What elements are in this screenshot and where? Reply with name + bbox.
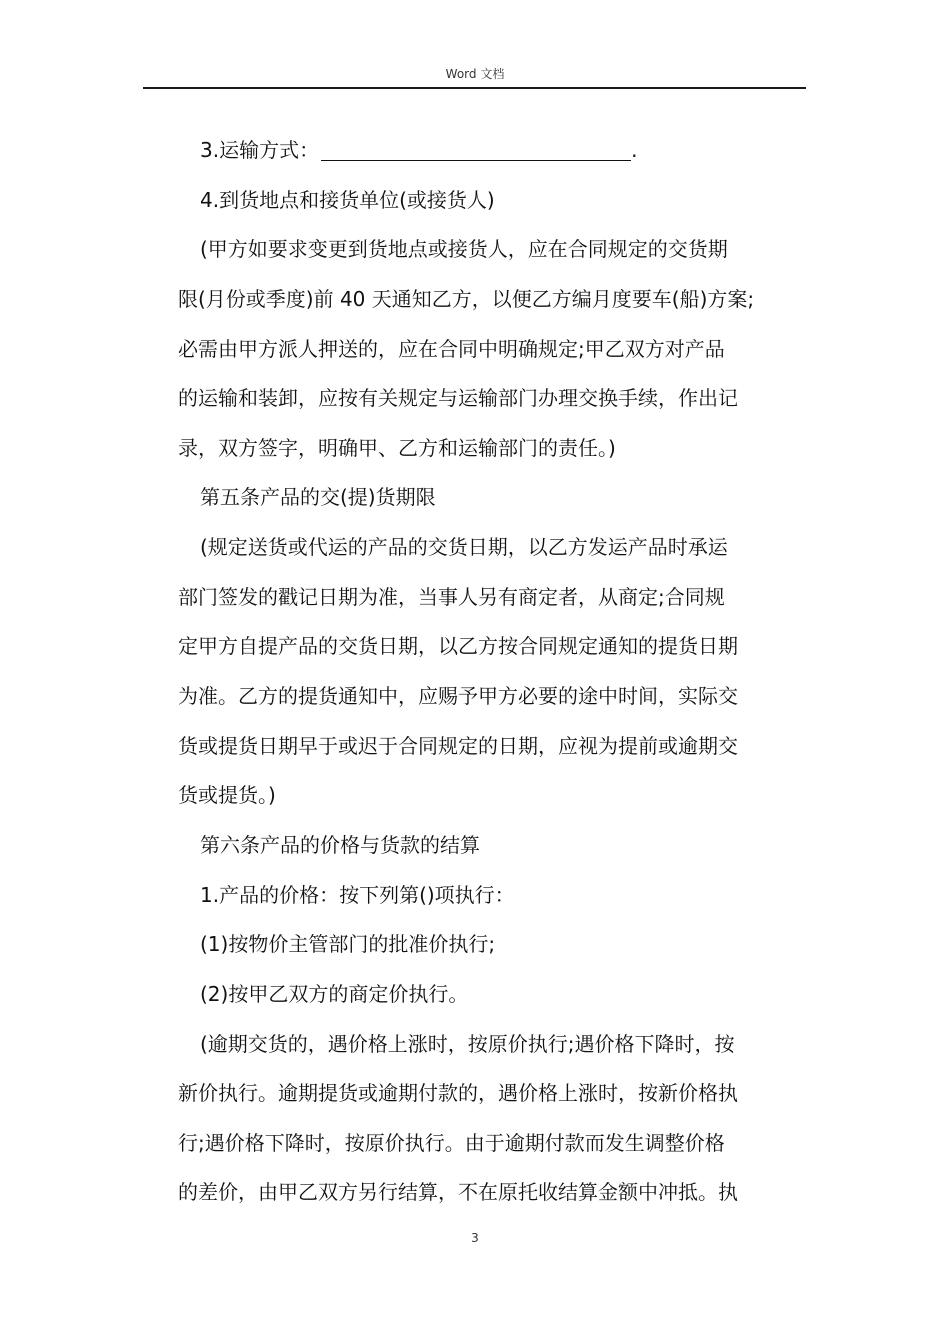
paragraph-line: 货或提货日期早于或迟于合同规定的日期，应视为提前或逾期交 [178, 733, 738, 758]
transport-method-label: 3.运输方式： [200, 138, 320, 162]
transport-method-blank [321, 138, 631, 161]
delivery-location-heading: 4.到货地点和接货单位(或接货人) [200, 187, 495, 212]
paragraph-line: 部门签发的戳记日期为准，当事人另有商定者，从商定;合同规 [178, 584, 725, 609]
paragraph-line: (规定送货或代运的产品的交货日期，以乙方发运产品时承运 [200, 535, 728, 560]
page-number: 3 [471, 1231, 479, 1245]
page-header-title: Word 文档 [445, 67, 505, 81]
paragraph-line: 定甲方自提产品的交货日期，以乙方按合同规定通知的提货日期 [178, 634, 738, 659]
article-five-heading: 第五条产品的交(提)货期限 [200, 485, 436, 510]
paragraph-line: 的运输和装卸，应按有关规定与运输部门办理交换手续，作出记 [178, 386, 738, 411]
paragraph-line: 新价执行。逾期提货或逾期付款的，遇价格上涨时，按新价格执 [178, 1081, 738, 1106]
transport-method-line [178, 126, 806, 176]
price-item: 1.产品的价格：按下列第()项执行： [200, 882, 515, 907]
paragraph-line: 限(月份或季度)前 40 天通知乙方，以便乙方编月度要车(船)方案; [178, 286, 755, 311]
paragraph-line: 必需由甲方派人押送的，应在合同中明确规定;甲乙双方对产品 [178, 336, 725, 361]
price-option-one: (1)按物价主管部门的批准价执行; [200, 932, 496, 957]
paragraph-line: (甲方如要求变更到货地点或接货人，应在合同规定的交货期 [200, 237, 728, 262]
article-six-heading: 第六条产品的价格与货款的结算 [200, 832, 480, 857]
header-divider [143, 87, 806, 89]
price-option-two: (2)按甲乙双方的商定价执行。 [200, 981, 469, 1006]
paragraph-line: 录，双方签字，明确甲、乙方和运输部门的责任。) [178, 435, 616, 460]
paragraph-line: 的差价，由甲乙双方另行结算，不在原托收结算金额中冲抵。执 [178, 1180, 738, 1205]
paragraph-line: 行;遇价格下降时，按原价执行。由于逾期付款而发生调整价格 [178, 1130, 725, 1155]
transport-method-end: . [631, 138, 638, 162]
paragraph-line: (逾期交货的，遇价格上涨时，按原价执行;遇价格下降时，按 [200, 1031, 735, 1056]
paragraph-line: 货或提货。) [178, 783, 276, 808]
paragraph-line: 为准。乙方的提货通知中，应赐予甲方必要的途中时间，实际交 [178, 684, 738, 709]
document-body [178, 126, 806, 1218]
